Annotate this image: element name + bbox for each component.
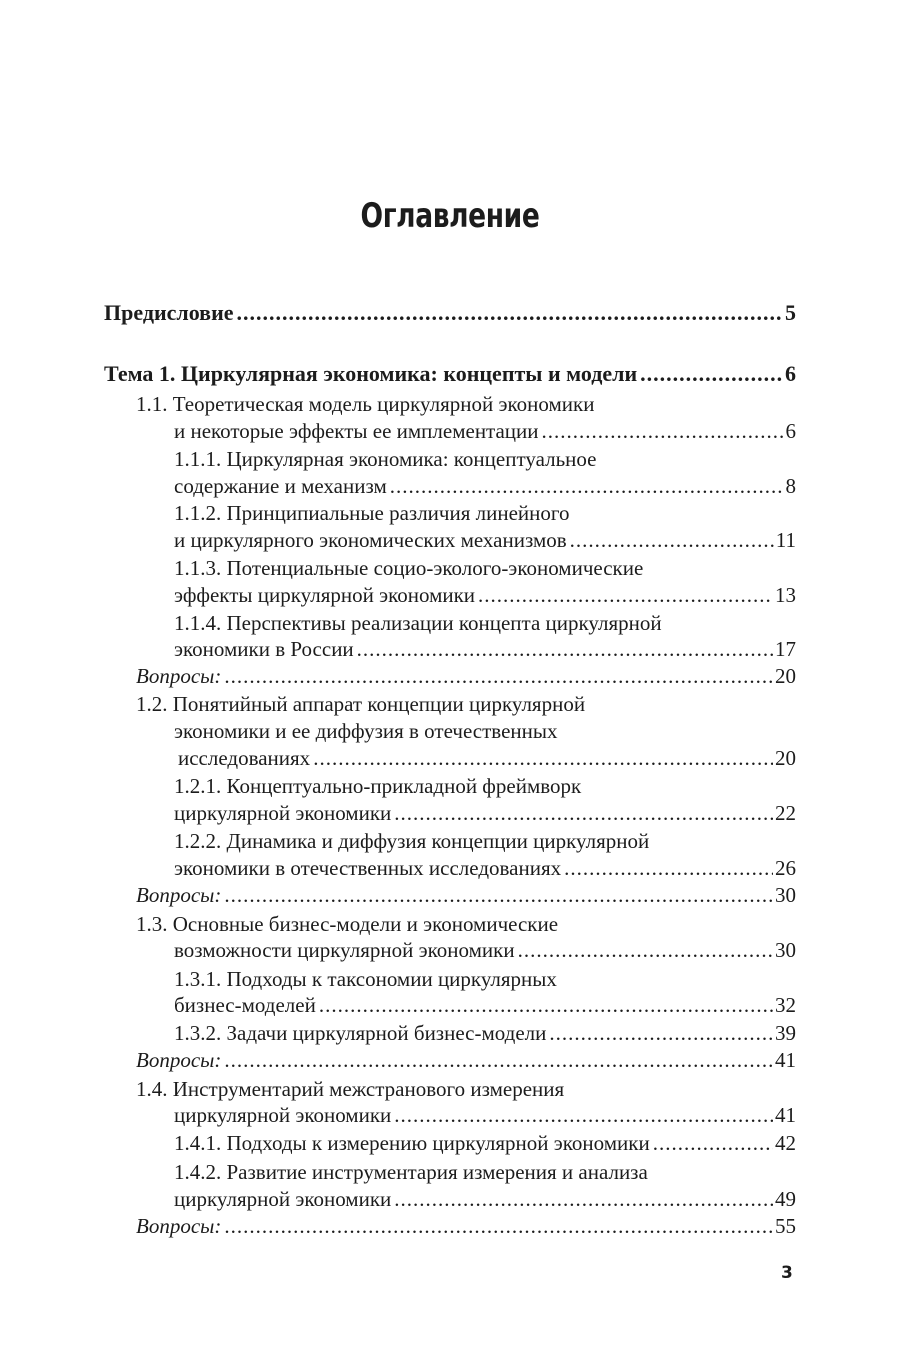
toc-entry-text: Вопросы: bbox=[136, 1048, 222, 1072]
toc-entry-1-4-1[interactable] bbox=[174, 1130, 796, 1156]
leader-dots bbox=[542, 418, 784, 444]
toc-entry-text: 1.3.2. Задачи циркулярной бизнес-модели bbox=[174, 1021, 547, 1045]
toc-entry-text: возможности циркулярной экономики bbox=[174, 938, 515, 962]
toc-entry-text: Вопросы: bbox=[136, 883, 222, 907]
toc-page-number: 30 bbox=[775, 883, 796, 907]
leader-dots bbox=[394, 1186, 773, 1212]
leader-dots bbox=[224, 1213, 773, 1239]
toc-page-number: 49 bbox=[775, 1187, 796, 1211]
toc-entry-text: экономики в отечественных исследованиях bbox=[174, 856, 562, 880]
toc-entry-1-1-4[interactable] bbox=[174, 636, 796, 662]
toc-entry-text: исследованиях bbox=[178, 746, 311, 770]
toc-page-number: 13 bbox=[775, 583, 796, 607]
toc-entry-text: циркулярной экономики bbox=[174, 1187, 392, 1211]
toc-page-number: 5 bbox=[785, 300, 796, 325]
toc-page-number: 30 bbox=[775, 938, 796, 962]
toc-entry-1-2-2-line1[interactable]: 1.2.2. Динамика и диффузия концепции циркулярной bbox=[174, 829, 650, 853]
toc-page-number: 22 bbox=[775, 801, 796, 825]
toc-entry-text: Вопросы: bbox=[136, 664, 222, 688]
leader-dots bbox=[313, 745, 773, 771]
leader-dots bbox=[640, 361, 783, 387]
toc-entry-text: содержание и механизм bbox=[174, 474, 387, 498]
toc-entry-text: 1.4.1. Подходы к измерению циркулярной экономики bbox=[174, 1131, 650, 1155]
toc-entry-questions-3[interactable] bbox=[136, 1047, 796, 1073]
toc-page-number: 39 bbox=[775, 1021, 796, 1045]
toc-entry-1-2-1[interactable] bbox=[174, 800, 796, 826]
toc-entry-1-1[interactable] bbox=[174, 418, 796, 444]
toc-entry-1-2-2[interactable] bbox=[174, 855, 796, 881]
leader-dots bbox=[570, 527, 774, 553]
toc-entry-1-4[interactable] bbox=[174, 1102, 796, 1128]
toc-entry-1-2-1-line1[interactable]: 1.2.1. Концептуально-прикладной фреймворк bbox=[174, 774, 582, 798]
leader-dots bbox=[319, 992, 773, 1018]
toc-page-number: 42 bbox=[775, 1131, 796, 1155]
toc-entry-1-4-line1[interactable]: 1.4. Инструментарий межстранового измерения bbox=[136, 1077, 565, 1101]
toc-entry-1-3-line1[interactable]: 1.3. Основные бизнес-модели и экономические bbox=[136, 912, 559, 936]
toc-entry-text: Предисловие bbox=[104, 300, 234, 325]
toc-entry-1-1-1[interactable] bbox=[174, 473, 796, 499]
toc-entry-1-1-3[interactable] bbox=[174, 582, 796, 608]
toc-entry-1-1-2[interactable] bbox=[174, 527, 796, 553]
toc-page-number: 41 bbox=[775, 1103, 796, 1127]
leader-dots bbox=[224, 882, 773, 908]
toc-page-number: 32 bbox=[775, 993, 796, 1017]
toc-page-number: 17 bbox=[775, 637, 796, 661]
toc-page-number: 20 bbox=[775, 746, 796, 770]
toc-entry-1-1-3-line1[interactable]: 1.1.3. Потенциальные социо-эколого-экономические bbox=[174, 556, 644, 580]
toc-entry-1-3-2[interactable] bbox=[174, 1020, 796, 1046]
leader-dots bbox=[478, 582, 773, 608]
toc-entry-text: и циркулярного экономических механизмов bbox=[174, 528, 567, 552]
toc-entry-text: циркулярной экономики bbox=[174, 801, 392, 825]
toc-entry-1-1-2-line1[interactable]: 1.1.2. Принципиальные различия линейного bbox=[174, 501, 570, 525]
toc-entry-questions-4[interactable] bbox=[136, 1213, 796, 1239]
toc-page-number: 6 bbox=[785, 361, 796, 386]
toc-page-number: 11 bbox=[775, 528, 796, 552]
toc-entry-text: экономики в России bbox=[174, 637, 354, 661]
toc-page-number: 55 bbox=[775, 1214, 796, 1238]
toc-entry-text: циркулярной экономики bbox=[174, 1103, 392, 1127]
leader-dots bbox=[564, 855, 773, 881]
leader-dots bbox=[237, 300, 783, 326]
toc-entry-1-3-1-line1[interactable]: 1.3.1. Подходы к таксономии циркулярных bbox=[174, 967, 557, 991]
leader-dots bbox=[357, 636, 773, 662]
toc-entry-1-3[interactable] bbox=[174, 937, 796, 963]
toc-entry-1-2[interactable] bbox=[178, 745, 796, 771]
toc-entry-1-1-line1[interactable]: 1.1. Теоретическая модель циркулярной экономики bbox=[136, 392, 595, 416]
toc-entry-1-2-line2[interactable]: экономики и ее диффузия в отечественных bbox=[174, 719, 558, 743]
leader-dots bbox=[394, 1102, 773, 1128]
toc-entry-1-1-1-line1[interactable]: 1.1.1. Циркулярная экономика: концептуальное bbox=[174, 447, 597, 471]
toc-entry-1-4-2[interactable] bbox=[174, 1186, 796, 1212]
toc-entry-1-4-2-line1[interactable]: 1.4.2. Развитие инструментария измерения и анализа bbox=[174, 1160, 648, 1184]
toc-entry-text: Тема 1. Циркулярная экономика: концепты и модели bbox=[104, 361, 638, 386]
toc-entry-preface[interactable] bbox=[104, 300, 796, 326]
leader-dots bbox=[549, 1020, 773, 1046]
page-title: Оглавление bbox=[360, 196, 540, 236]
toc-entry-questions-2[interactable] bbox=[136, 882, 796, 908]
toc-entry-text: и некоторые эффекты ее имплементации bbox=[174, 419, 539, 443]
leader-dots bbox=[653, 1130, 773, 1156]
page-number: 3 bbox=[781, 1263, 793, 1283]
toc-page-number: 6 bbox=[785, 419, 796, 443]
toc-entry-text: Вопросы: bbox=[136, 1214, 222, 1238]
toc-entry-text: эффекты циркулярной экономики bbox=[174, 583, 476, 607]
toc-entry-1-1-4-line1[interactable]: 1.1.4. Перспективы реализации концепта циркулярной bbox=[174, 611, 662, 635]
toc-page-number: 8 bbox=[785, 474, 796, 498]
toc-entry-questions-1[interactable] bbox=[136, 663, 796, 689]
toc-entry-topic-1[interactable] bbox=[104, 361, 796, 387]
toc-page-number: 26 bbox=[775, 856, 796, 880]
leader-dots bbox=[518, 937, 773, 963]
toc-entry-text: бизнес-моделей bbox=[174, 993, 316, 1017]
toc-entry-1-2-line1[interactable]: 1.2. Понятийный аппарат концепции циркулярной bbox=[136, 692, 586, 716]
toc-page-number: 41 bbox=[775, 1048, 796, 1072]
leader-dots bbox=[224, 663, 773, 689]
leader-dots bbox=[224, 1047, 773, 1073]
toc-entry-1-3-1[interactable] bbox=[174, 992, 796, 1018]
toc-page-number: 20 bbox=[775, 664, 796, 688]
leader-dots bbox=[394, 800, 773, 826]
leader-dots bbox=[390, 473, 784, 499]
